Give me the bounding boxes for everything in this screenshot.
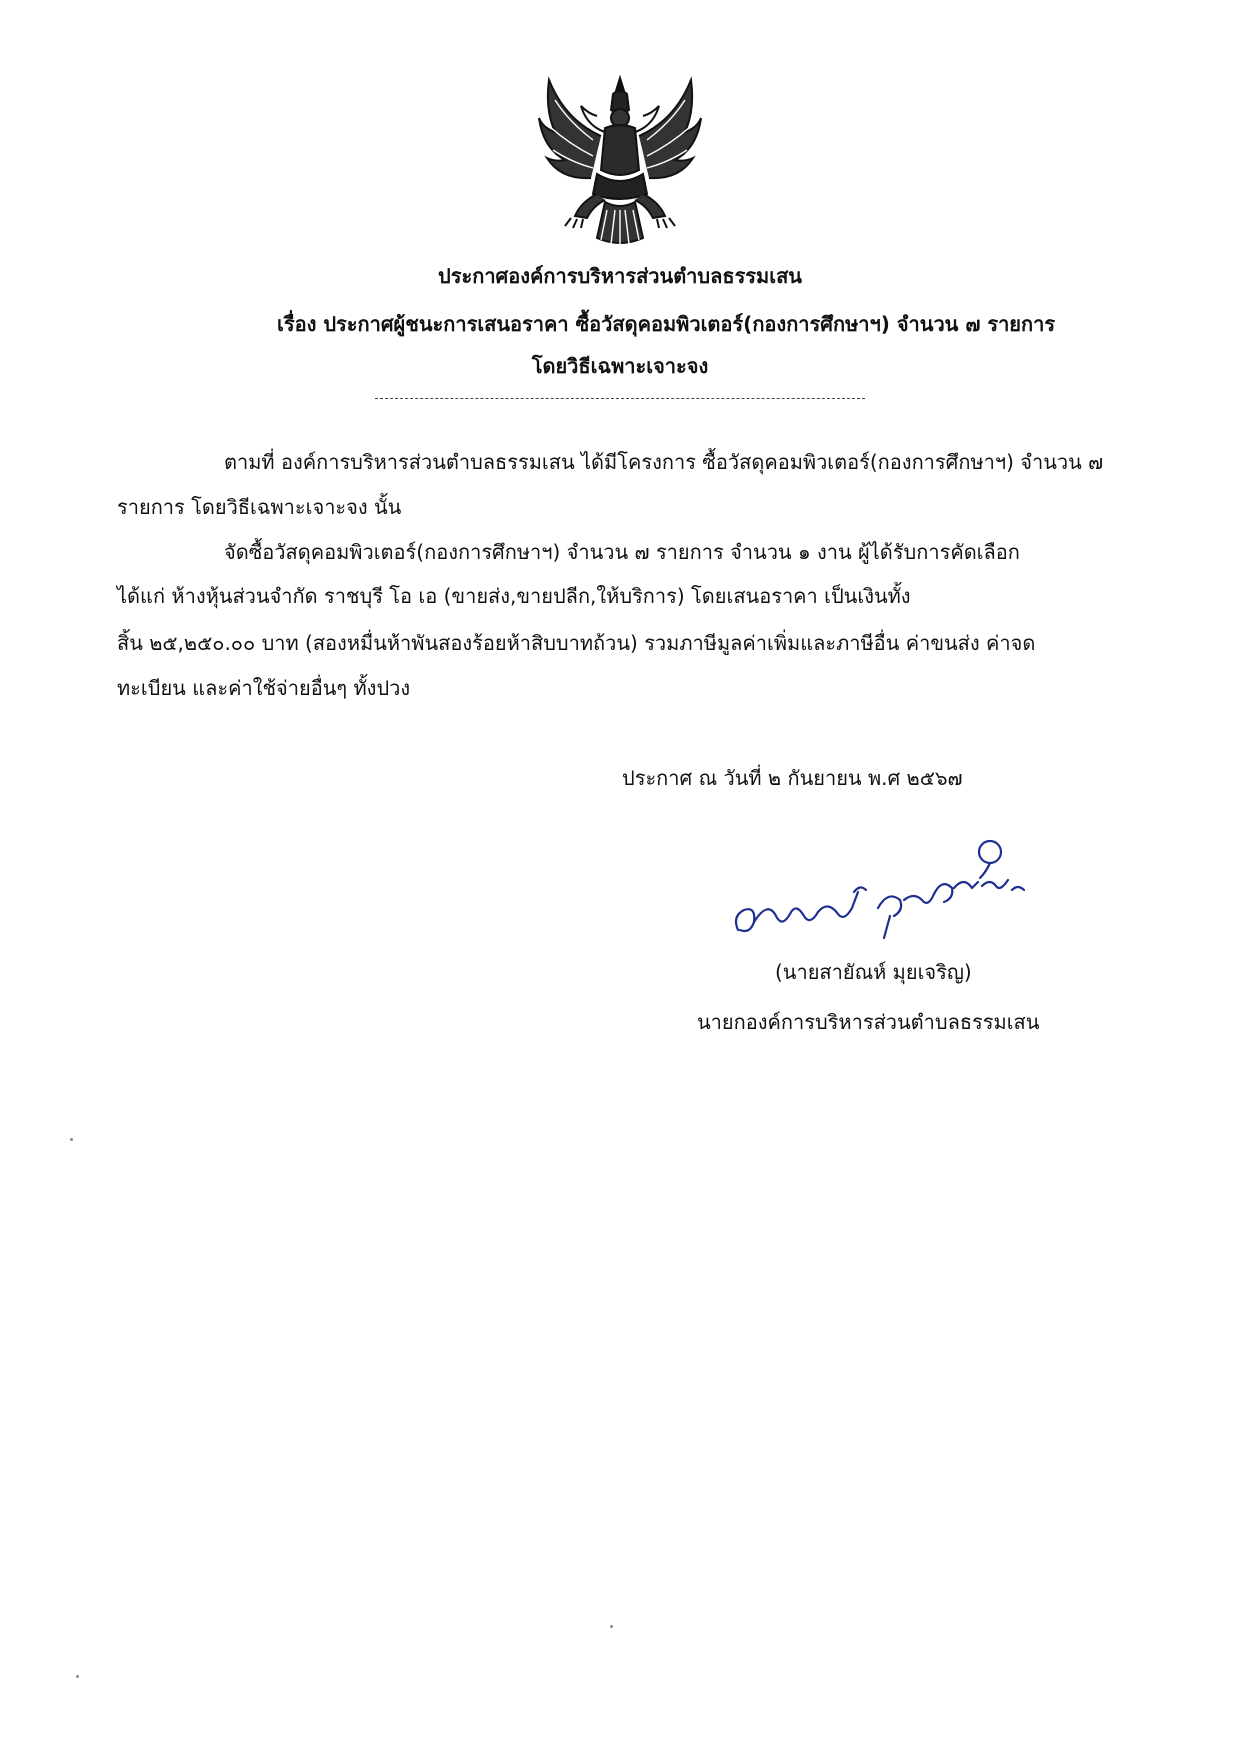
paragraph-1-line-2: รายการ โดยวิธีเฉพาะเจาะจง นั้น <box>117 495 402 519</box>
handwritten-signature-icon <box>728 830 1048 950</box>
scan-speck <box>76 1675 79 1678</box>
garuda-emblem-icon <box>535 70 705 250</box>
signatory-name: (นายสายัณห์ มุยเจริญ) <box>775 960 972 984</box>
paragraph-2-line-4: ทะเบียน และค่าใช้จ่ายอื่นๆ ทั้งปวง <box>117 676 411 700</box>
paragraph-2-line-1: จัดซื้อวัสดุคอมพิวเตอร์(กองการศึกษาฯ) จำนวน ๗ รายการ จำนวน ๑ งาน ผู้ได้รับการคัดเลือก <box>224 540 1020 564</box>
signatory-position: นายกองค์การบริหารส่วนตำบลธรรมเสน <box>697 1010 1040 1034</box>
heading-divider <box>375 398 865 399</box>
announcement-date: ประกาศ ณ วันที่ ๒ กันยายน พ.ศ ๒๕๖๗ <box>622 766 963 790</box>
announcement-subject: เรื่อง ประกาศผู้ชนะการเสนอราคา ซื้อวัสดุคอมพิวเตอร์(กองการศึกษาฯ) จำนวน ๗ รายการ <box>277 312 1056 336</box>
paragraph-2-line-2: ได้แก่ ห้างหุ้นส่วนจำกัด ราชบุรี โอ เอ (ขายส่ง,ขายปลีก,ให้บริการ) โดยเสนอราคา เป็นเงินทั้ง <box>117 584 911 608</box>
scan-speck <box>610 1625 613 1628</box>
paragraph-1-line-1: ตามที่ องค์การบริหารส่วนตำบลธรรมเสน ได้มีโครงการ ซื้อวัสดุคอมพิวเตอร์(กองการศึกษาฯ) จำนวน ๗ <box>224 450 1104 474</box>
announcement-method: โดยวิธีเฉพาะเจาะจง <box>531 354 709 378</box>
paragraph-2-line-3: สิ้น ๒๕,๒๕๐.๐๐ บาท (สองหมื่นห้าพันสองร้อยห้าสิบบาทถ้วน) รวมภาษีมูลค่าเพิ่มและภาษีอื่น ค่าขนส่ง ค่าจด <box>117 631 1036 655</box>
scan-speck <box>70 1138 73 1141</box>
announcement-title: ประกาศองค์การบริหารส่วนตำบลธรรมเสน <box>438 264 802 288</box>
